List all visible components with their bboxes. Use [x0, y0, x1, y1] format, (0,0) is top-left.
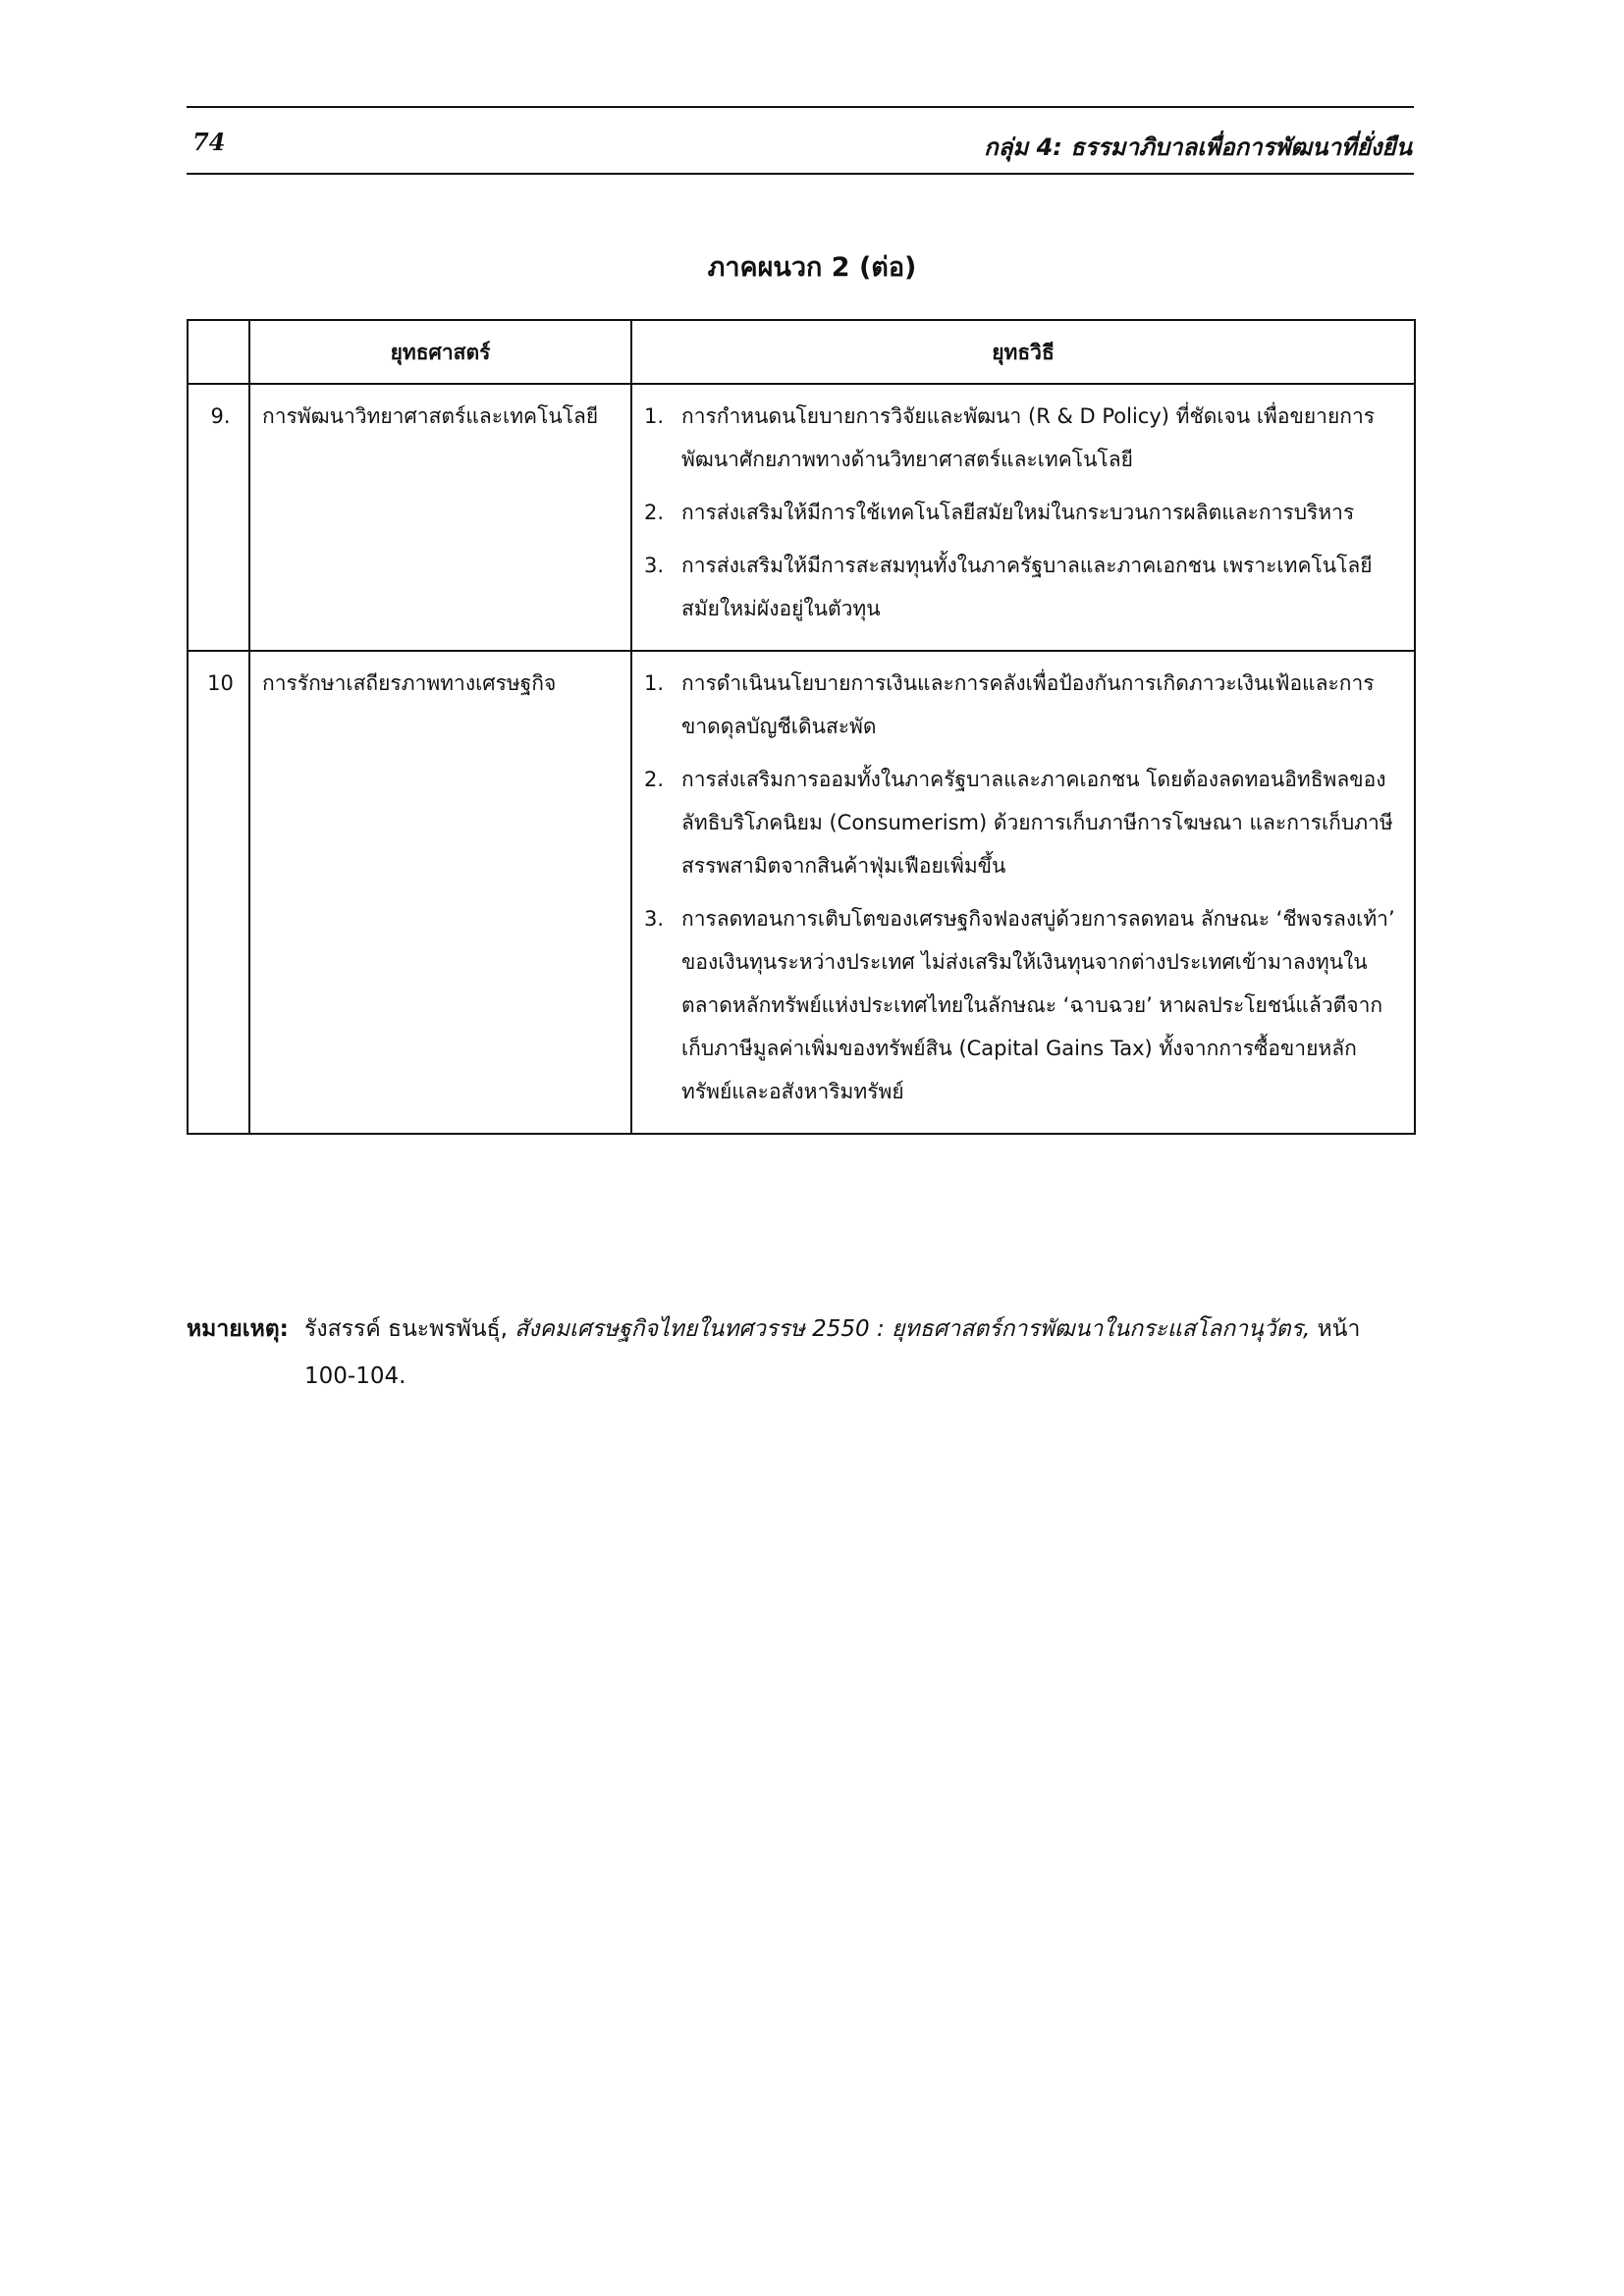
running-head: กลุ่ม 4: ธรรมาภิบาลเพื่อการพัฒนาที่ยั่งยืน [984, 133, 1412, 161]
tactics-list [644, 395, 1406, 630]
appendix-title: ภาคผนวก 2 (ต่อ) [707, 252, 917, 283]
strategy-cell: การรักษาเสถียรภาพทางเศรษฐกิจ [249, 651, 631, 1134]
row-number: 10 [188, 651, 249, 1134]
tactics-cell [631, 651, 1415, 1134]
tactic-text: การกำหนดนโยบายการวิจัยและพัฒนา (R & D Policy) ที่ชัดเจน เพื่อขยายการพัฒนาศักยภาพทางด้านวิทยาศาสตร์และเทคโนโลยี [681, 404, 1376, 471]
tactic-number: 1. [644, 404, 665, 428]
column-header-number [188, 320, 249, 384]
column-header-tactics: ยุทธวิธี [631, 320, 1415, 384]
row-number: 9. [188, 384, 249, 651]
tactic-number: 3. [644, 554, 665, 577]
note-pages: หน้า 100-104. [304, 1316, 1361, 1389]
tactic-text: การส่งเสริมการออมทั้งในภาครัฐบาลและภาคเอกชน โดยต้องลดทอนอิทธิพลของลัทธิบริโภคนิยม (Consumerism) ด้วยการเก็บภาษีการโฆษณา และการเก็บภาษีสรรพสามิตจากสินค้าฟุ่มเฟือยเพิ่มขึ้น [681, 768, 1393, 878]
tactic-item [644, 395, 1406, 481]
tactic-item [644, 662, 1406, 748]
tactic-item [644, 758, 1406, 887]
tactic-text: การส่งเสริมให้มีการใช้เทคโนโลยีสมัยใหม่ในกระบวนการผลิตและการบริหาร [681, 501, 1355, 524]
tactic-number: 1. [644, 671, 665, 695]
strategy-cell: การพัฒนาวิทยาศาสตร์และเทคโนโลยี [249, 384, 631, 651]
note-citation [304, 1306, 1414, 1400]
tactic-item [644, 491, 1406, 534]
tactic-item [644, 544, 1406, 630]
header-top-rule [187, 106, 1414, 108]
tactics-list [644, 662, 1406, 1113]
tactic-number: 3. [644, 907, 665, 931]
table-row [188, 651, 1415, 1134]
strategy-table [187, 319, 1416, 1135]
tactic-number: 2. [644, 501, 665, 524]
tactic-text: การดำเนินนโยบายการเงินและการคลังเพื่อป้องกันการเกิดภาวะเงินเฟ้อและการขาดดุลบัญชีเดินสะพัด [681, 671, 1375, 738]
tactic-number: 2. [644, 768, 665, 791]
tactic-text: การส่งเสริมให้มีการสะสมทุนทั้งในภาครัฐบาลและภาคเอกชน เพราะเทคโนโลยีสมัยใหม่ผังอยู่ในตัวทุน [681, 554, 1373, 620]
note-author: รังสรรค์ ธนะพรพันธุ์, [304, 1316, 508, 1342]
table-row [188, 384, 1415, 651]
table-header-row [188, 320, 1415, 384]
source-note [187, 1306, 1414, 1400]
note-book-title: สังคมเศรษฐกิจไทยในทศวรรษ 2550 : ยุทธศาสตร์การพัฒนาในกระแสโลกานุวัตร, [514, 1316, 1311, 1342]
page-header [187, 106, 1414, 175]
column-header-strategy: ยุทธศาสตร์ [249, 320, 631, 384]
tactic-text: การลดทอนการเติบโตของเศรษฐกิจฟองสบู่ด้วยการลดทอน ลักษณะ ‘ชีพจรลงเท้า’ ของเงินทุนระหว่างประเทศ ไม่ส่งเสริมให้เงินทุนจากต่างประเทศเข้ามาลงทุนในตลาดหลักทรัพย์แห่งประเทศไทยในลักษณะ ‘ฉาบฉวย’ หาผลประโยชน์แล้วตีจาก เก็บภาษีมูลค่าเพิ่มของทรัพย์สิน (Capital Gains Tax) ทั้งจากการซื้อขายหลักทรัพย์และอสังหาริมทรัพย์ [681, 907, 1395, 1103]
tactic-item [644, 897, 1406, 1113]
note-label: หมายเหตุ: [187, 1316, 289, 1342]
tactics-cell [631, 384, 1415, 651]
header-bottom-rule [187, 173, 1414, 175]
page-number: 74 [192, 128, 226, 156]
